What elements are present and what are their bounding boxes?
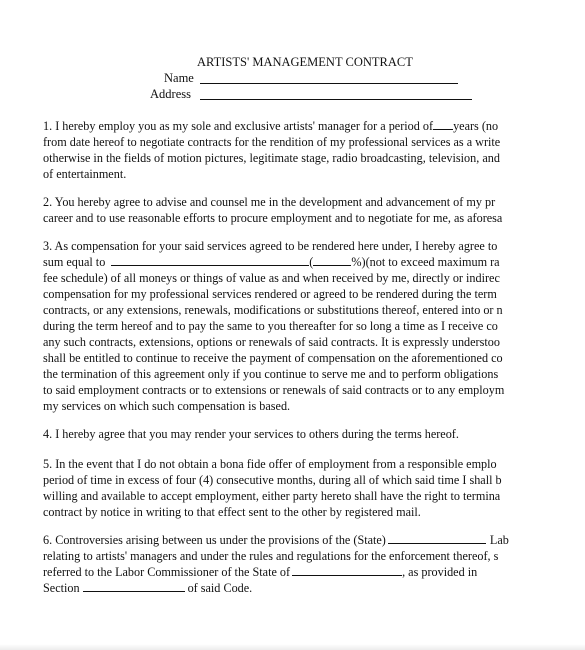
para-3-line-8: shall be entitled to continue to receive the payment of compensation on the aforementioned co [43,351,503,365]
para-3-line-2: sum equal to ( %)(not to exceed maximum ra [43,255,500,269]
section-number-blank[interactable] [83,580,185,592]
para-5-line-1: 5. In the event that I do not obtain a bona fide offer of employment from a responsible emplo [43,457,497,471]
name-label: Name [164,71,194,85]
para-1-line-3: otherwise in the fields of motion pictures, legitimate stage, radio broadcasting, television, and [43,151,500,165]
address-field-line[interactable] [200,99,472,100]
para-3-line-7: any such contracts, extensions, options or renewals of said contracts. It is expressly understoo [43,335,500,349]
state-blank[interactable] [388,532,486,544]
para-5-line-3: willing and available to accept employment, either party hereto shall have the right to termina [43,489,501,503]
para-3-line-3: fee schedule) of all moneys or things of value as and when received by me, directly or indirec [43,271,500,285]
para-3-line-11: my services on which such compensation is based. [43,399,291,413]
term-years-blank[interactable] [433,118,453,130]
para-5-line-2: period of time in excess of four (4) consecutive months, during all of which said time I shall b [43,473,502,487]
para-6-line-2: relating to artists' managers and under the rules and regulations for the enforcement thereof, s [43,549,499,563]
name-field-line[interactable] [200,83,458,84]
para-1-line-2: from date hereof to negotiate contracts for the rendition of my professional services as a write [43,135,501,149]
document-title: ARTISTS' MANAGEMENT CONTRACT [197,55,413,69]
para-3-line-6: during the term hereof and to pay the same to you thereafter for so long a time as I receive co [43,319,498,333]
para-5-line-4: contract by notice in writing to that effect sent to the other by registered mail. [43,505,421,519]
para-2-line-2: career and to use reasonable efforts to procure employment and to negotiate for me, as aforesa [43,211,503,225]
page-bottom-edge [0,644,585,650]
para-3-line-9: the termination of this agreement only if you continue to serve me and to perform obligations [43,367,499,381]
para-3-line-10: to said employment contracts or to extensions or renewals of said contracts or to any employm [43,383,505,397]
para-3-line-4: compensation for my professional services rendered or agreed to be rendered during the term [43,287,497,301]
para-6-line-4: Section of said Code. [43,581,253,595]
para-1-line-4: of entertainment. [43,167,127,181]
para-1-line-1: 1. I hereby employ you as my sole and exclusive artists' manager for a period of years (no [43,119,499,133]
sum-amount-blank[interactable] [111,254,309,266]
para-2-line-1: 2. You hereby agree to advise and counsel me in the development and advancement of my pr [43,195,496,209]
percent-blank[interactable] [313,254,351,266]
para-6-line-3: referred to the Labor Commissioner of the State of , as provided in [43,565,478,579]
address-label: Address [150,87,191,101]
para-3-line-1: 3. As compensation for your said services agreed to be rendered here under, I hereby agree to [43,239,498,253]
para-4-line-1: 4. I hereby agree that you may render your services to others during the terms hereof. [43,427,459,441]
para-3-line-5: contracts, or any extensions, renewals, modifications or substitutions thereof, entered into or n [43,303,503,317]
para-6-line-1: 6. Controversies arising between us under the provisions of the (State) Lab [43,533,509,547]
labor-state-blank[interactable] [292,564,402,576]
